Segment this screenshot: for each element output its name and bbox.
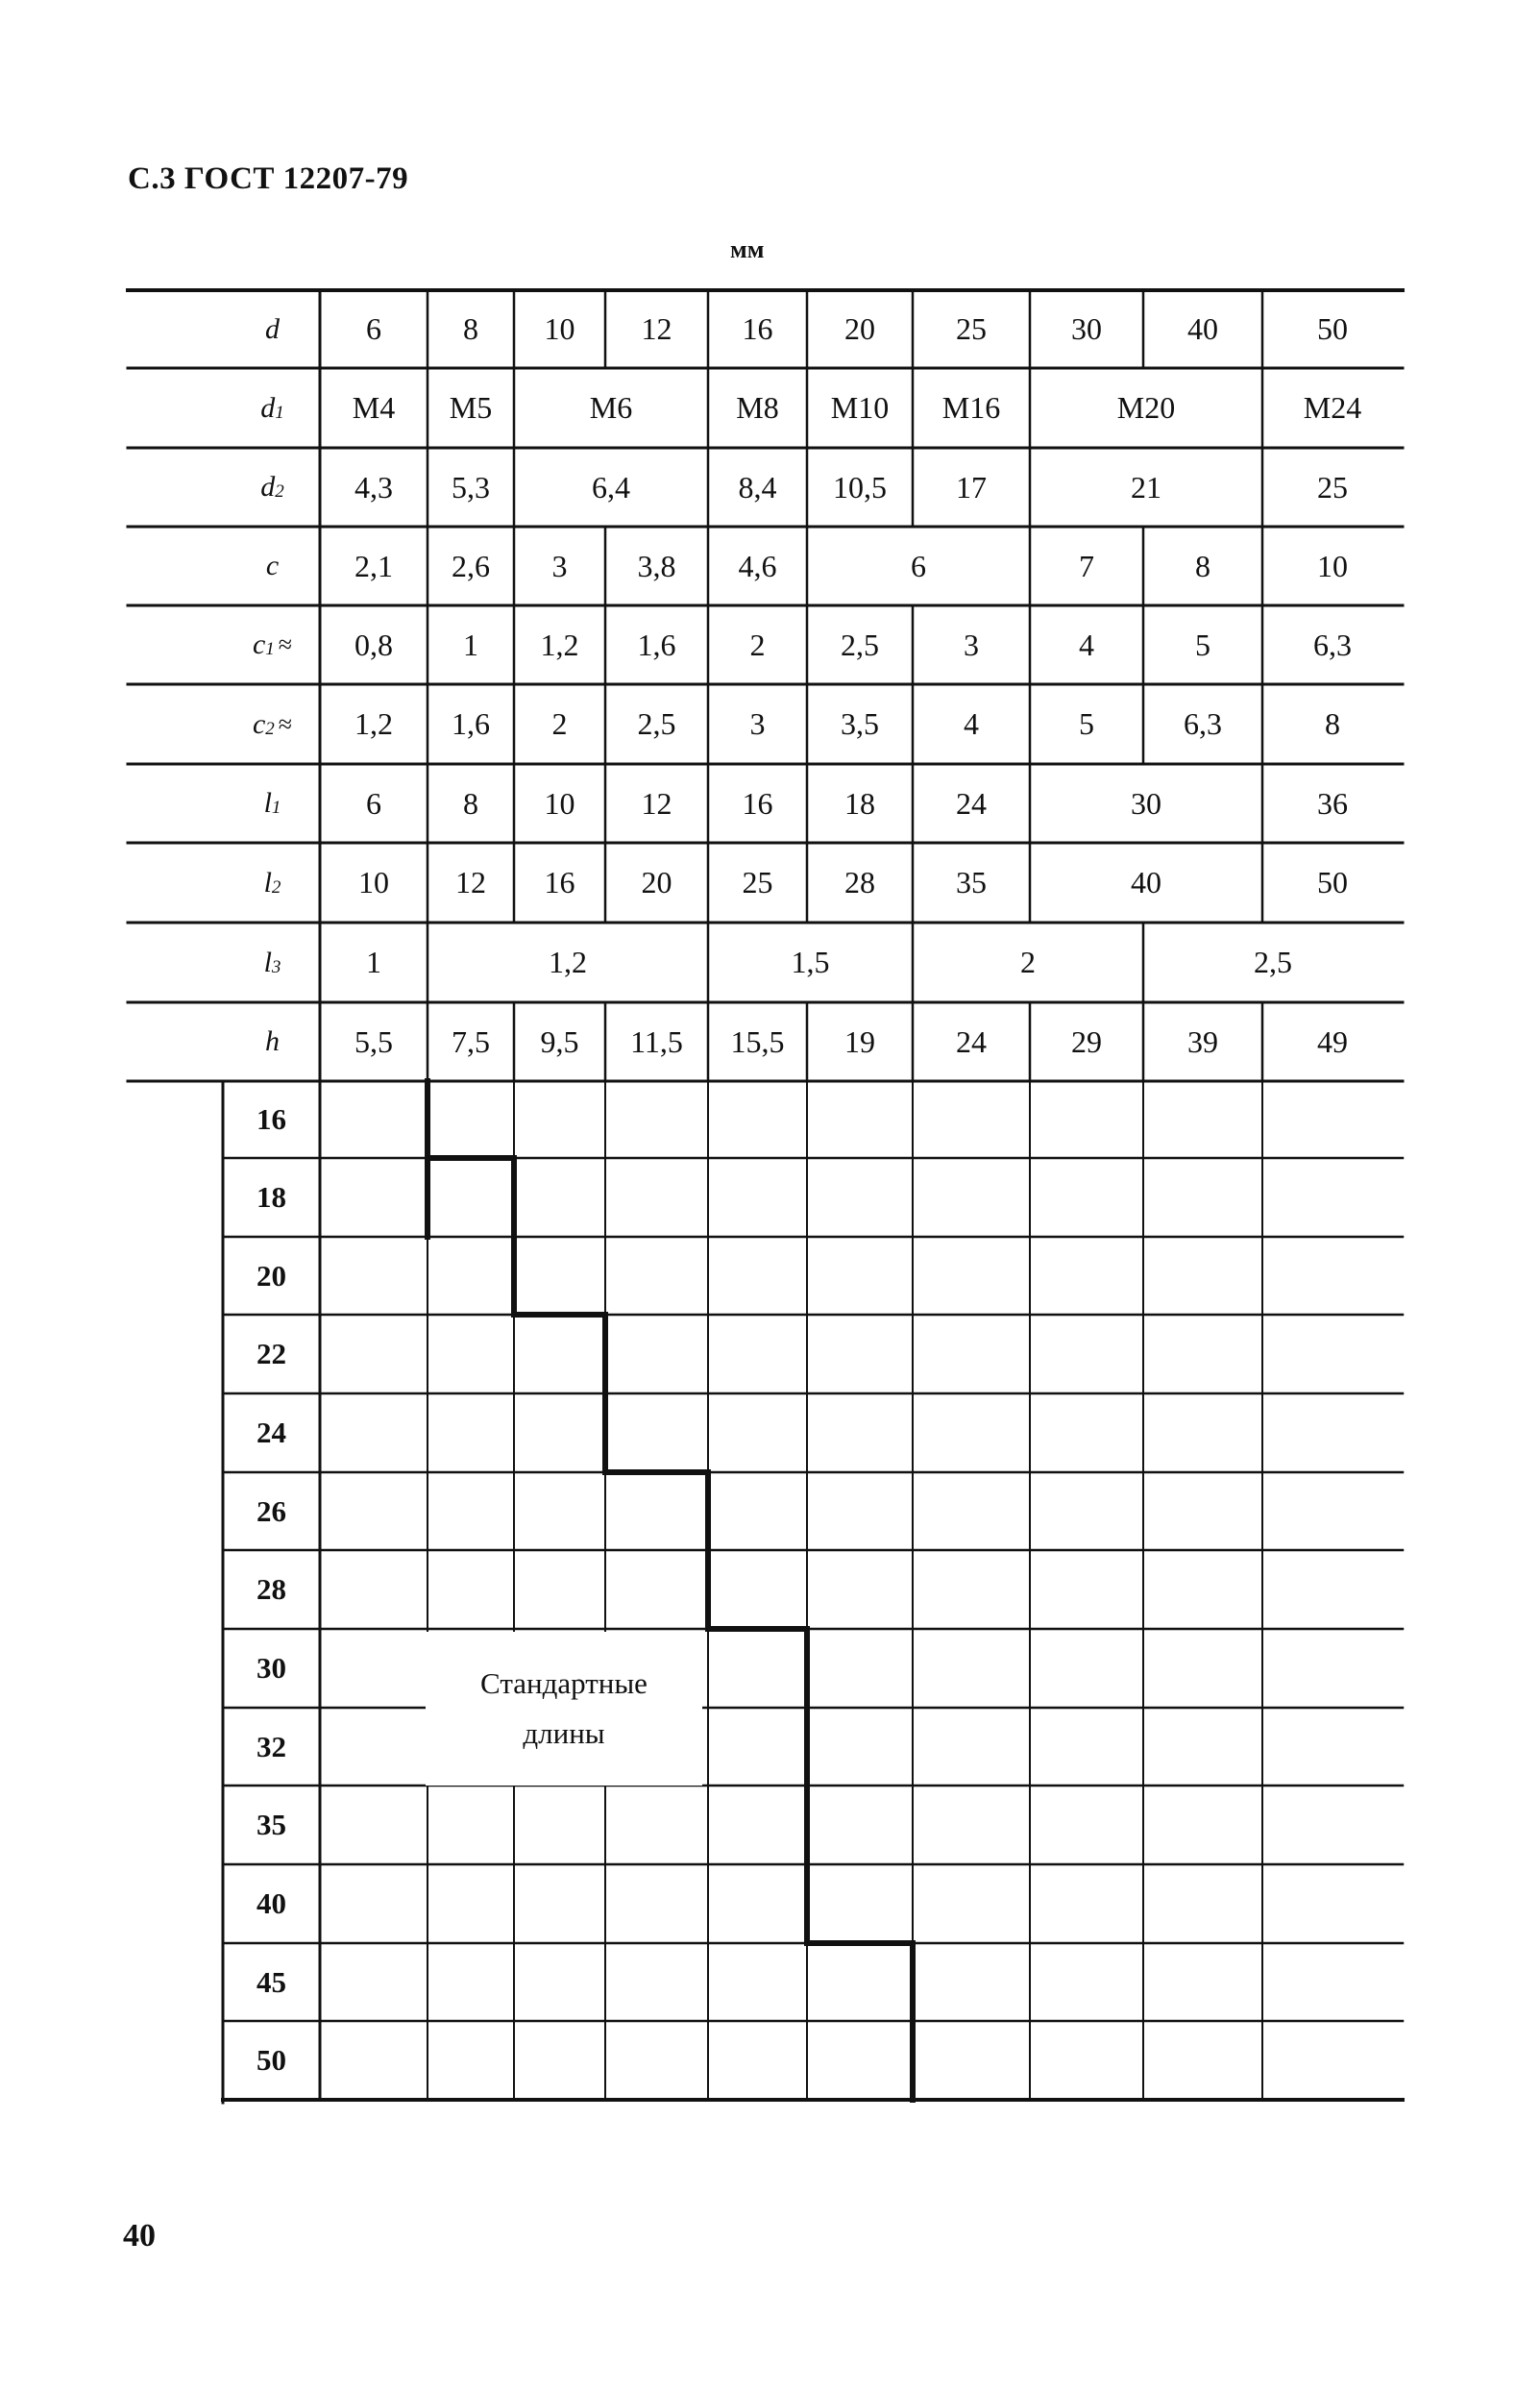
cell-c2: 4	[964, 706, 979, 741]
row-label-symbol: c	[252, 707, 266, 740]
row-label-h	[225, 1002, 320, 1081]
row-label-symbol: l	[263, 946, 272, 978]
cell-h: 11,5	[630, 1023, 683, 1059]
row-label-l1	[225, 764, 320, 843]
row-label-subscript: 1	[271, 798, 281, 818]
cell-c1: 1	[463, 627, 478, 662]
cell-c: 8	[1195, 548, 1210, 583]
cell-d2: 17	[956, 469, 987, 505]
row-label-subscript: 2	[271, 876, 281, 898]
standard-lengths-line-2: длины	[523, 1716, 605, 1750]
cell-c1: 4	[1079, 627, 1094, 662]
cell-d1: М16	[941, 390, 1001, 425]
cell-c1: 6,3	[1313, 627, 1352, 662]
length-label: 16	[257, 1102, 286, 1136]
cell-h: 5,5	[354, 1023, 393, 1059]
length-label: 26	[257, 1493, 286, 1528]
cell-d1: М20	[1116, 390, 1176, 425]
cell-c2: 1,6	[452, 706, 490, 741]
cell-c2: 1,2	[354, 706, 393, 741]
cell-l1: 10	[544, 785, 575, 821]
row-label-subscript: 1	[275, 402, 284, 423]
row-label-symbol: c	[252, 628, 266, 660]
cell-c1: 2	[749, 627, 766, 662]
length-label: 40	[257, 1886, 286, 1920]
cell-d: 20	[844, 311, 875, 346]
cell-c: 10	[1317, 548, 1348, 583]
cell-h: 19	[844, 1023, 875, 1059]
cell-h: 39	[1187, 1023, 1218, 1059]
cell-d: 25	[956, 311, 987, 346]
row-label-c	[225, 527, 320, 605]
row-label-symbol: d	[265, 312, 280, 345]
cell-c2: 5	[1079, 706, 1094, 741]
cell-c1: 1,6	[637, 627, 676, 662]
cell-d: 50	[1317, 311, 1348, 346]
cell-l1: 24	[956, 785, 987, 821]
cell-h: 29	[1071, 1023, 1102, 1059]
cell-c: 6	[911, 548, 926, 583]
row-label-c2	[225, 684, 320, 764]
row-label-symbol: l	[263, 787, 272, 819]
row-label-l2	[225, 843, 320, 923]
cell-d2: 21	[1131, 469, 1161, 505]
cell-c2: 3,5	[841, 706, 879, 741]
approx-sign: ≈	[278, 630, 293, 658]
cell-h: 15,5	[730, 1023, 785, 1059]
length-label: 50	[257, 2043, 286, 2077]
cell-d: 10	[544, 311, 575, 346]
row-label-d2	[225, 448, 320, 527]
cell-l2: 35	[956, 865, 987, 899]
length-label: 28	[257, 1572, 286, 1606]
cell-c: 7	[1079, 548, 1094, 583]
row-label-d1	[225, 368, 320, 448]
cell-c: 2,6	[452, 548, 490, 583]
cell-d1: М24	[1303, 390, 1362, 425]
cell-d2: 5,3	[452, 469, 490, 505]
cell-l1: 8	[463, 785, 478, 821]
cell-c2: 8	[1325, 706, 1340, 741]
cell-l3: 2	[1020, 945, 1036, 979]
standard-lengths-line-1: Стандартные	[480, 1666, 648, 1700]
cell-l2: 10	[358, 865, 389, 899]
row-label-symbol: c	[265, 550, 280, 581]
cell-l1: 36	[1317, 785, 1348, 821]
cell-l2: 20	[641, 865, 672, 899]
cell-d2: 6,4	[592, 469, 630, 505]
page-number: 40	[123, 2218, 156, 2254]
cell-d1: М8	[736, 390, 779, 425]
cell-c2: 2	[551, 706, 568, 741]
cell-l2: 12	[455, 865, 486, 899]
units-label: мм	[730, 235, 765, 263]
cell-h: 7,5	[452, 1023, 490, 1059]
cell-d: 6	[366, 311, 381, 346]
cell-c1: 3	[964, 627, 979, 662]
row-label-symbol: l	[263, 866, 272, 899]
cell-l1: 12	[641, 785, 672, 821]
row-label-symbol: d	[260, 471, 276, 503]
cell-c1: 2,5	[841, 627, 879, 662]
cell-d2: 4,3	[354, 469, 393, 505]
cell-l2: 16	[544, 865, 575, 899]
cell-d2: 25	[1317, 469, 1348, 505]
cell-c1: 0,8	[354, 627, 393, 662]
standard-lengths-note	[426, 1632, 702, 1786]
row-label-symbol: h	[265, 1025, 280, 1057]
length-label: 22	[257, 1337, 286, 1370]
row-label-subscript: 2	[275, 481, 284, 502]
cell-l1: 16	[742, 785, 773, 821]
row-label-c1	[225, 605, 320, 684]
cell-c2: 6,3	[1184, 706, 1222, 741]
cell-c2: 2,5	[637, 706, 676, 741]
row-label-subscript: 1	[265, 639, 275, 659]
cell-h: 9,5	[540, 1023, 579, 1059]
row-label-d	[225, 290, 320, 368]
row-label-subscript: 3	[271, 956, 281, 977]
cell-l2: 28	[844, 865, 875, 899]
cell-c2: 3	[749, 706, 766, 741]
cell-l1: 30	[1131, 785, 1161, 821]
length-label: 32	[257, 1729, 286, 1763]
row-label-symbol: d	[260, 391, 276, 424]
cell-d: 40	[1187, 311, 1218, 346]
approx-sign: ≈	[278, 709, 293, 738]
cell-l3: 1,5	[791, 945, 830, 979]
cell-d1: М6	[589, 390, 633, 425]
cell-l3: 1	[366, 945, 381, 979]
cell-d: 30	[1071, 311, 1102, 346]
cell-l1: 6	[366, 785, 381, 821]
cell-d: 16	[742, 311, 773, 346]
cell-d1: М4	[352, 390, 396, 425]
cell-l2: 50	[1317, 865, 1348, 899]
cell-d2: 10,5	[833, 469, 887, 505]
page-header: С.3 ГОСТ 12207-79	[128, 161, 409, 196]
length-label: 45	[257, 1964, 286, 1999]
cell-h: 49	[1317, 1023, 1348, 1059]
cell-c1: 5	[1195, 627, 1210, 662]
cell-l3: 2,5	[1254, 945, 1292, 979]
length-label: 35	[257, 1808, 286, 1841]
cell-d: 8	[463, 311, 478, 346]
cell-c: 4,6	[738, 548, 777, 583]
cell-l2: 25	[742, 865, 773, 899]
cell-l1: 18	[844, 785, 875, 821]
cell-d: 12	[641, 311, 672, 346]
cell-h: 24	[956, 1023, 987, 1059]
cell-l2: 40	[1131, 865, 1161, 899]
length-label: 20	[257, 1258, 286, 1293]
cell-c: 3,8	[637, 548, 676, 583]
cell-l3: 1,2	[549, 945, 587, 979]
cell-d1: М10	[830, 390, 890, 425]
cell-c: 2,1	[354, 548, 393, 583]
row-label-subscript: 2	[265, 718, 275, 739]
cell-d1: М5	[449, 390, 493, 425]
cell-d2: 8,4	[738, 469, 777, 505]
length-label: 30	[257, 1651, 286, 1685]
row-label-l3	[225, 923, 320, 1002]
cell-c1: 1,2	[540, 627, 579, 662]
length-label: 18	[257, 1180, 286, 1214]
length-label: 24	[257, 1416, 286, 1449]
cell-c: 3	[551, 548, 568, 583]
